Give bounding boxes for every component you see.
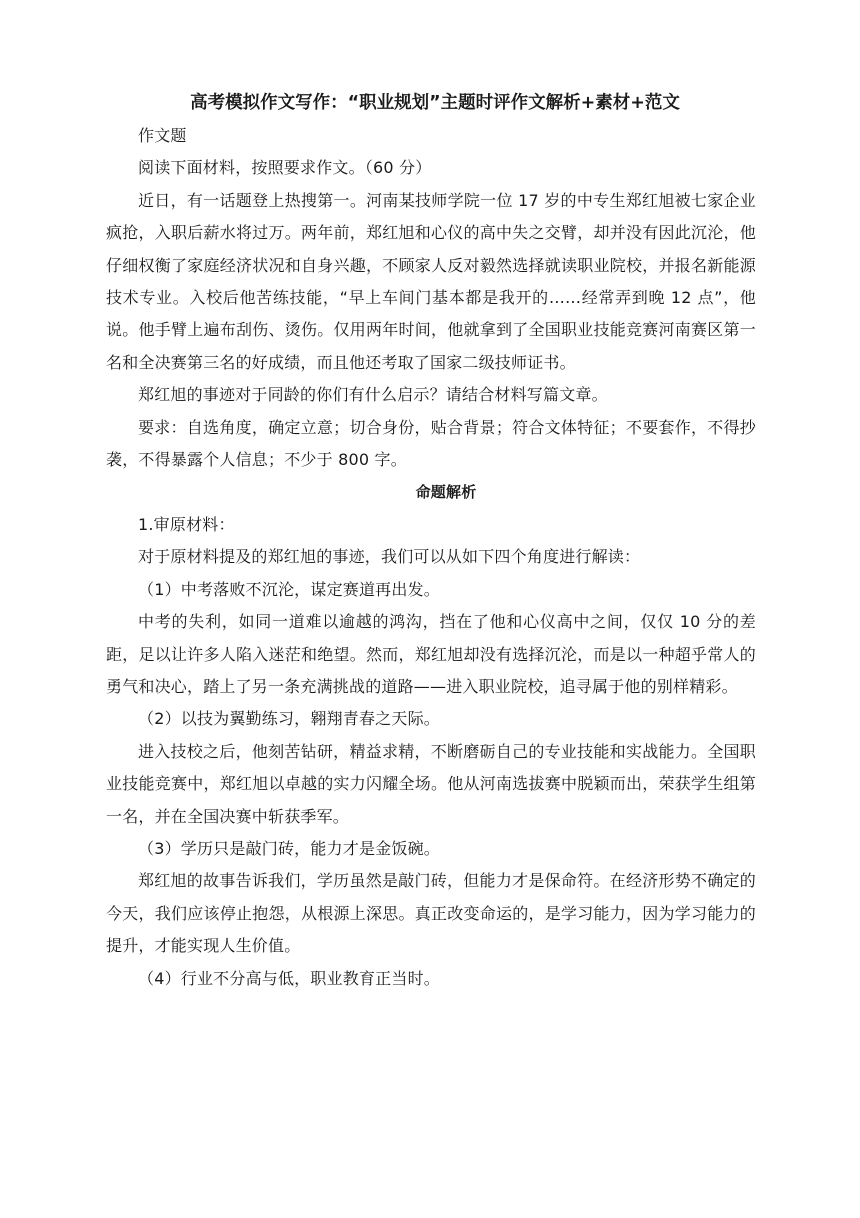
analysis-step-heading: 1.审原材料： [138,514,235,534]
material-paragraph: 近日，有一话题登上热搜第一。河南某技师学院一位 17 岁的中专生郑红旭被七家企业疯抢，入职后薪水将过万。两年前，郑红旭和心仪的高中失之交臂，却并没有因此沉沦，他仔细权衡了家庭经济状况和自身兴趣，不顾家人反对毅然选择就读职业院校，并报名新能源技术专业。入校后他苦练技能，“早上车间门基本都是我开的……经常弄到晚 12 点”，他说。他手臂上遍布刮伤、烫伤。仅用两年时间，他就拿到了全国职业技能竞赛河南赛区第一名和全决赛第三名的好成绩，而且他还考取了国家二级技师证书。 [106,190,756,372]
analysis-point-2-body: 进入技校之后，他刻苦钻研，精益求精，不断磨砺自己的专业技能和实战能力。全国职业技能竞赛中，郑红旭以卓越的实力闪耀全场。他从河南选拔赛中脱颖而出，荣获学生组第一名，并在全国决赛中斩获季军。 [106,741,756,826]
essay-prompt-label: 作文题 [138,126,187,145]
document-title: 高考模拟作文写作：“职业规划”主题时评作文解析+素材+范文 [190,93,680,113]
analysis-point-1-heading: （1）中考落败不沉沦，谋定赛道再出发。 [138,579,440,599]
analysis-point-3-heading: （3）学历只是敲门砖，能力才是金饭碗。 [138,838,440,858]
analysis-intro-paragraph: 对于原材料提及的郑红旭的事迹，我们可以从如下四个角度进行解读： [138,547,641,567]
section-heading: 命题解析 [415,483,477,502]
instruction-paragraph: 阅读下面材料，按照要求作文。（60 分） [138,158,432,178]
analysis-point-3-body: 郑红旭的故事告诉我们，学历虽然是敲门砖，但能力才是保命符。在经济形势不确定的今天，我们应该停止抱怨，从根源上深思。真正改变命运的，是学习能力，因为学习能力的提升，才能实现人生价值。 [106,871,756,956]
analysis-point-1-body: 中考的失利，如同一道难以逾越的鸿沟，挡在了他和心仪高中之间，仅仅 10 分的差距，足以让许多人陷入迷茫和绝望。然而，郑红旭却没有选择沉沦，而是以一种超乎常人的勇气和决心，踏上了另一条充满挑战的道路——进入职业院校，追寻属于他的别样精彩。 [106,612,756,696]
question-paragraph: 郑红旭的事迹对于同龄的你们有什么启示？请结合材料写篇文章。 [138,385,608,405]
requirements-paragraph: 要求：自选角度，确定立意；切合身份，贴合背景；符合文体特征；不要套作，不得抄袭，不得暴露个人信息；不少于 800 字。 [106,417,756,470]
document-page [106,86,756,995]
analysis-point-2-heading: （2）以技为翼勤练习，翱翔青春之天际。 [138,709,440,729]
analysis-point-4-heading: （4）行业不分高与低，职业教育正当时。 [138,968,440,988]
